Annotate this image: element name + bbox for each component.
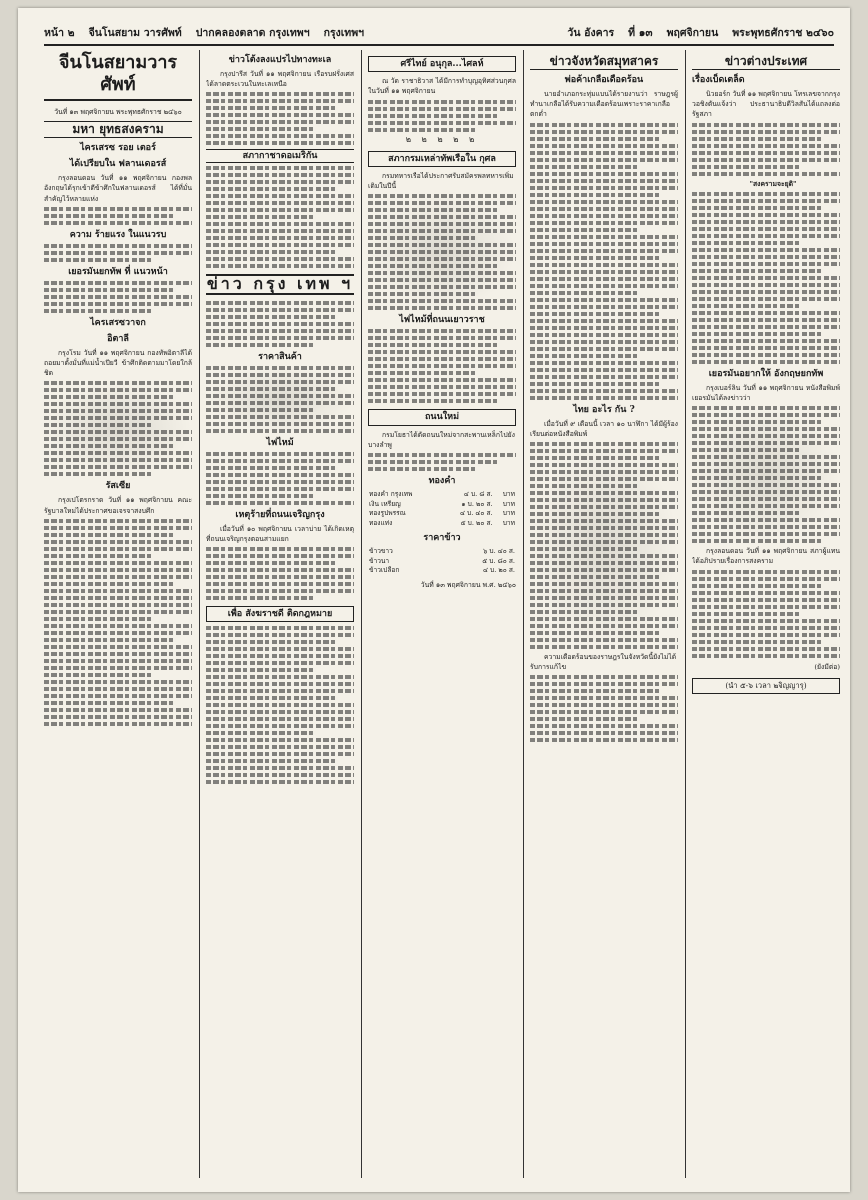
war-paragraph: กรุงลอนดอน วันที่ ๑๑ พฤศจิกายน กองพลอังกฤษได้รุกเข้าตีข้าศึกในฟลานเดอรส์ ได้ที่มั่นสำคัญไว้หลายแห่ง [44, 174, 192, 203]
italy-subhead: ไครเสรซวาจก [90, 317, 146, 328]
masthead-day: วัน อังคาร [567, 26, 615, 39]
rice-price-table [368, 547, 516, 576]
column-divider [523, 50, 524, 1178]
price-cell-price: ๕ บ. ๒๐ ส. [460, 518, 493, 527]
russia-paragraph: กรุงเปโตรกราด วันที่ ๑๑ พฤศจิกายน คณะรัฐบาลใหม่ได้ประกาศขอเจรจาสงบศึก [44, 496, 192, 515]
foreign-paragraph-1: นิวยอร์ก วันที่ ๑๑ พฤศจิกายน โทรเลขจากกรุงวอชิงตันแจ้งว่า ประธานาธิบดีวิลสันได้แถลงต่อรัฐสภา [692, 90, 840, 119]
column-divider [361, 50, 362, 1178]
column-1 [44, 50, 192, 1178]
province-paragraph-3: ความเดือดร้อนของราษฎรในจังหวัดนี้ยังไม่ได้รับการแก้ไข [530, 653, 677, 672]
navy-box-head: สภากรมเหล่าทัพเรือใน กุศล [368, 151, 516, 167]
price-row [368, 519, 516, 529]
province-news-head: ข่าวจังหวัดสมุทสาคร [530, 54, 678, 70]
price-cell-name: ข้าวขาว [369, 547, 393, 556]
court-subhead: เพื่อ สังฆราชดี ติดกฎหมาย [206, 606, 354, 622]
text-block [692, 192, 840, 364]
war-subhead-1: ไครเสรซ รอย เตอร์ [80, 143, 156, 154]
price-cell-price: ๑ บ. ๒๐ ส. [461, 499, 493, 508]
foreign-paragraph-2: กรุงเบอร์ลิน วันที่ ๑๑ พฤศจิกายน หนังสือพิมพ์เยอรมันได้ลงข่าวว่า [692, 383, 840, 403]
war-headline: มหา ยุทธสงคราม [44, 121, 192, 138]
price-cell-price: ๔ บ. ๘ ส. [463, 490, 493, 499]
foreign-paragraph-3: กรุงลอนดอน วันที่ ๑๑ พฤศจิกายน สภาผู้แทนได้อภิปรายเรื่องการสงคราม [692, 547, 840, 566]
text-block [206, 92, 354, 145]
text-block [44, 281, 192, 313]
gold-price-head: ทองคำ [428, 476, 456, 487]
foreign-quote: "สงครามจะยุติ" [749, 179, 797, 188]
column-5 [692, 50, 840, 1178]
italy-label: อิตาลี [107, 333, 129, 344]
price-cell-price: ๕ บ. ๘๐ ส. [482, 556, 515, 565]
province-paragraph-1: นายอำเภอกระทุ่มแบนได้รายงานว่า ราษฎรผู้ทำนาเกลือได้รับความเดือดร้อนเพราะราคาเกลือตกต่ำ [530, 90, 678, 119]
dateline: วันที่ ๑๓ พฤศจิกายน พระพุทธศักราช ๒๔๖๐ [54, 108, 182, 116]
continued-note: (ยังมีต่อ) [814, 662, 840, 671]
price-cell-name: ทองคำ กรุงเทพ [369, 490, 413, 499]
text-block [692, 570, 840, 658]
text-block [206, 626, 354, 784]
text-block [44, 381, 192, 476]
column-2 [206, 50, 354, 1178]
paper-name: จีนโนสยาม วารศัพท์ [88, 26, 182, 39]
masthead-city: กรุงเทพฯ [323, 26, 365, 39]
column-divider [199, 50, 200, 1178]
new-road-subhead: ถนนใหม่ [368, 409, 516, 425]
separator-marks: ๒ ๒ ๒ ๒ ๒ [405, 134, 479, 144]
line-subhead: เยอรมันยกทัพ ที่ แนวหน้า [68, 266, 168, 277]
paper-title: จีนโนสยามวารศัพท์ [44, 52, 192, 101]
text-block [530, 675, 678, 742]
war-subhead-2: ได้เปรียบใน ฟลานเดอรส์ [69, 159, 167, 170]
newspaper-page [18, 8, 850, 1192]
price-cell-name: ทองแท่ง [369, 518, 393, 527]
price-cell-name: ข้าวเปลือก [369, 566, 400, 575]
price-cell-price: ๔ บ. ๔๐ ส. [459, 509, 493, 518]
price-cell-name: ทองรูปพรรณ [369, 509, 406, 518]
text-block [206, 166, 354, 268]
navy-paragraph: กรมทหารเรือได้ประกาศรับสมัครพลทหารเพิ่มเติมในปีนี้ [368, 172, 514, 191]
masthead-date: ที่ ๑๓ [628, 26, 653, 39]
text-block [206, 301, 354, 347]
text-block [206, 452, 354, 505]
masthead-month: พฤศจิกายน [666, 26, 719, 39]
fire-yaowarat-subhead: ไฟไหม้ที่ถนนเยาวราช [399, 315, 485, 326]
accident-paragraph: เมื่อวันที่ ๑๐ พฤศจิกายน เวลาบ่าย ได้เกิดเหตุที่ถนนเจริญกรุงตอนสามแยก [206, 524, 354, 543]
province-news-subhead: พ่อค้าเกลือเดือดร้อน [564, 75, 644, 85]
bangkok-news-head: ข่าว กรุง เทพ ฯ [206, 274, 354, 294]
price-cell-unit: บาท [502, 509, 515, 518]
column-3-sign-date: วันที่ ๑๓ พฤศจิกายน พ.ศ. ๒๔๖๐ [420, 580, 516, 589]
column-2-top-head: ข่าวโต้งลงแปรไปทางทะเล [228, 55, 332, 65]
fire-subhead: ไฟไหม้ [266, 437, 294, 448]
text-block [530, 123, 678, 400]
foreign-news-head: ข่าวต่างประเทศ [692, 54, 840, 70]
text-block [368, 194, 516, 310]
price-row [368, 490, 516, 500]
italy-paragraph: กรุงโรม วันที่ ๑๑ พฤศจิกายน กองทัพอิตาลีได้ถอยมาตั้งมั่นที่แม่น้ำเปียวี ข้าศึกติดตามมาโดยใกล้ชิด [44, 348, 192, 378]
price-cell-unit: บาท [502, 499, 515, 508]
text-block [44, 244, 192, 262]
foreign-news-subhead: เรื่องเบ็ดเตล็ด [692, 75, 745, 85]
gold-price-table [368, 490, 516, 528]
column-3 [368, 50, 516, 1178]
footer-box: (นำ ๕-๖ เวลา ๒จิญญารุ) [692, 678, 840, 694]
column-3-paragraph-1: ณ วัด ราชาธิวาส ได้มีการทำบุญอุทิศส่วนกุศลในวันที่ ๑๑ พฤศจิกายน [368, 77, 516, 96]
column-divider [685, 50, 686, 1178]
page-label: หน้า ๒ [44, 26, 75, 39]
text-block [692, 406, 840, 543]
price-cell-price: ๔ บ. ๒๐ ส. [482, 566, 515, 575]
price-row [368, 500, 516, 510]
price-row [368, 509, 516, 519]
price-cell-price: ๖ บ. ๔๐ ส. [483, 547, 515, 556]
text-block [206, 366, 354, 433]
germany-subhead: เยอรมันอยากให้ อังกฤษยกทัพ [708, 368, 824, 379]
front-subhead: ความ ร้ายแรง ในแนวรบ [69, 229, 167, 240]
new-road-paragraph: กรมโยธาได้ตัดถนนใหม่จากสะพานเหล็กไปยังบางลำพู [368, 430, 515, 449]
masthead-center: ปากคลองตลาด กรุงเทพฯ [195, 26, 310, 39]
american-subhead: สภากาชาดอเมริกัน [206, 149, 354, 163]
text-block [368, 453, 516, 471]
column-2-paragraph-1: กรุงปารีส วันที่ ๑๑ พฤศจิกายน เรือรบฝรั่งเศสได้ลาดตระเวนในทะเลเหนือ [206, 70, 354, 89]
text-block [368, 329, 516, 403]
text-block [206, 547, 354, 600]
price-cell-name: เงิน เหรียญ [369, 499, 401, 508]
column-4 [530, 50, 678, 1178]
text-block [692, 123, 840, 176]
text-block [530, 442, 678, 649]
text-block [368, 100, 516, 132]
text-block [44, 519, 192, 726]
rice-price-head: ราคาข้าว [423, 533, 461, 544]
masthead-rule [44, 44, 834, 46]
column-3-top-head: ศรีไทย์ อนุกุล...ไศลห์ [368, 56, 516, 72]
price-subhead: ราคาสินค้า [258, 351, 302, 362]
accident-subhead: เหตุร้ายที่ถนนเจริญกรุง [235, 509, 325, 520]
price-row [368, 557, 516, 567]
text-block [44, 207, 192, 225]
russia-label: รัสเซีย [105, 481, 131, 492]
price-row [368, 547, 516, 557]
price-cell-name: ข้าวนา [369, 556, 390, 565]
price-cell-unit: บาท [502, 518, 515, 527]
price-cell-unit: บาท [502, 490, 515, 499]
masthead [44, 22, 834, 42]
question-paragraph: เมื่อวันที่ ๙ เดือนนี้ เวลา ๑๐ นาฬิกา ได้มีผู้ร้องเรียนต่อหนังสือพิมพ์ [530, 419, 678, 438]
question-subhead: ไทย อะไร กัน ? [573, 404, 635, 415]
price-row [368, 566, 516, 576]
masthead-year: พระพุทธศักราช ๒๔๖๐ [732, 26, 834, 39]
